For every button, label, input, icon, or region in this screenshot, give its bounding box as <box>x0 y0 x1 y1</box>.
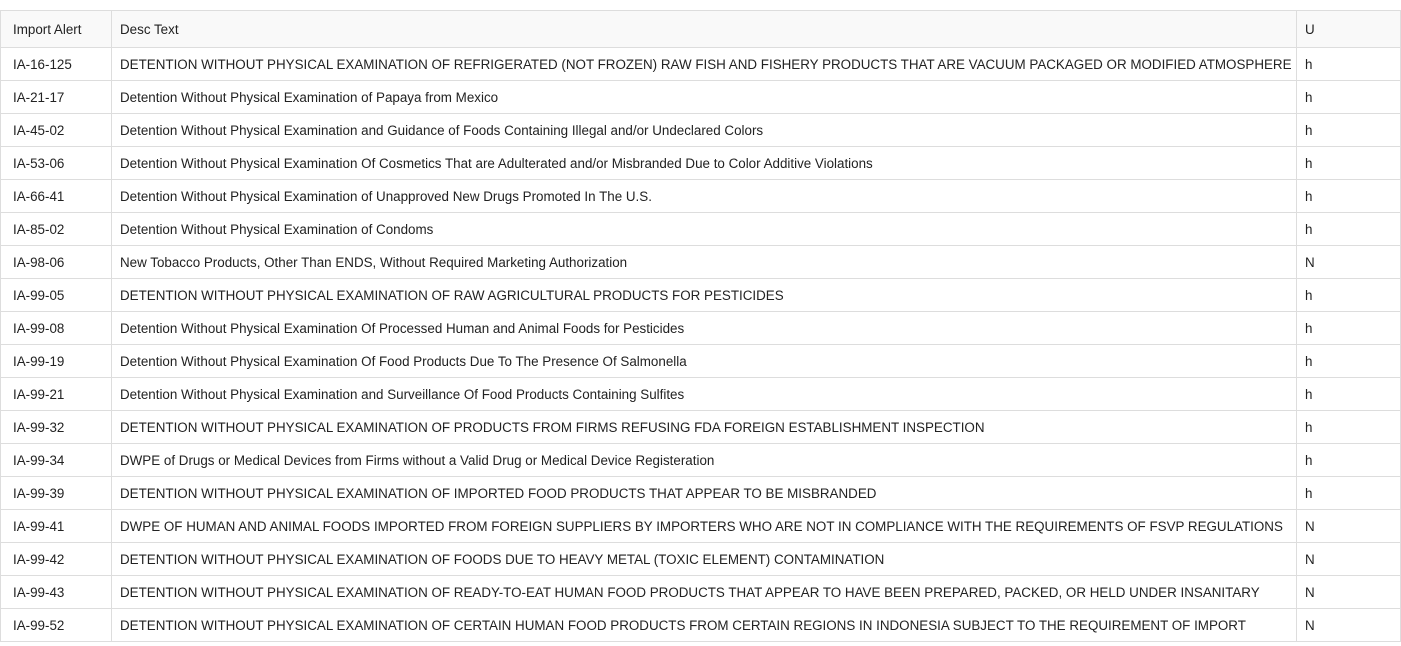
cell-import-alert: IA-99-41 <box>1 510 112 543</box>
cell-import-alert: IA-99-52 <box>1 609 112 642</box>
cell-third-column: h <box>1297 378 1401 411</box>
cell-third-column: h <box>1297 345 1401 378</box>
cell-desc-text: DETENTION WITHOUT PHYSICAL EXAMINATION OF REFRIGERATED (NOT FROZEN) RAW FISH AND FISHERY PRODUCTS THAT ARE VACUUM PACKAGED OR MODIFIED ATMOSPHERE <box>112 48 1297 81</box>
cell-desc-text: New Tobacco Products, Other Than ENDS, Without Required Marketing Authorization <box>112 246 1297 279</box>
table-row[interactable] <box>1 147 1401 180</box>
cell-import-alert: IA-53-06 <box>1 147 112 180</box>
cell-third-column: h <box>1297 279 1401 312</box>
table-body <box>1 48 1401 642</box>
table-row[interactable] <box>1 213 1401 246</box>
table-row[interactable] <box>1 411 1401 444</box>
cell-desc-text: DETENTION WITHOUT PHYSICAL EXAMINATION OF RAW AGRICULTURAL PRODUCTS FOR PESTICIDES <box>112 279 1297 312</box>
import-alerts-table-viewport[interactable] <box>0 10 1315 646</box>
cell-desc-text: Detention Without Physical Examination Of Food Products Due To The Presence Of Salmonella <box>112 345 1297 378</box>
cell-third-column: h <box>1297 48 1401 81</box>
table-row[interactable] <box>1 345 1401 378</box>
column-header-import-alert[interactable]: Import Alert <box>1 11 112 48</box>
table-row[interactable] <box>1 114 1401 147</box>
cell-import-alert: IA-16-125 <box>1 48 112 81</box>
cell-desc-text: Detention Without Physical Examination and Surveillance Of Food Products Containing Sulfites <box>112 378 1297 411</box>
cell-third-column: h <box>1297 180 1401 213</box>
cell-desc-text: DETENTION WITHOUT PHYSICAL EXAMINATION OF CERTAIN HUMAN FOOD PRODUCTS FROM CERTAIN REGIONS IN INDONESIA SUBJECT TO THE REQUIREMENT OF IMPORT <box>112 609 1297 642</box>
cell-desc-text: Detention Without Physical Examination of Condoms <box>112 213 1297 246</box>
cell-third-column: N <box>1297 543 1401 576</box>
cell-desc-text: DWPE of Drugs or Medical Devices from Firms without a Valid Drug or Medical Device Registeration <box>112 444 1297 477</box>
table-row[interactable] <box>1 609 1401 642</box>
cell-third-column: N <box>1297 510 1401 543</box>
cell-desc-text: DWPE OF HUMAN AND ANIMAL FOODS IMPORTED FROM FOREIGN SUPPLIERS BY IMPORTERS WHO ARE NOT IN COMPLIANCE WITH THE REQUIREMENTS OF FSVP REGULATIONS <box>112 510 1297 543</box>
cell-third-column: h <box>1297 147 1401 180</box>
cell-third-column: h <box>1297 312 1401 345</box>
cell-third-column: N <box>1297 246 1401 279</box>
table-row[interactable] <box>1 48 1401 81</box>
cell-import-alert: IA-99-08 <box>1 312 112 345</box>
cell-desc-text: DETENTION WITHOUT PHYSICAL EXAMINATION OF READY-TO-EAT HUMAN FOOD PRODUCTS THAT APPEAR TO HAVE BEEN PREPARED, PACKED, OR HELD UNDER INSANITARY <box>112 576 1297 609</box>
cell-import-alert: IA-99-34 <box>1 444 112 477</box>
cell-import-alert: IA-66-41 <box>1 180 112 213</box>
table-row[interactable] <box>1 576 1401 609</box>
cell-desc-text: Detention Without Physical Examination and Guidance of Foods Containing Illegal and/or Undeclared Colors <box>112 114 1297 147</box>
column-header-desc-text[interactable]: Desc Text <box>112 11 1297 48</box>
cell-desc-text: Detention Without Physical Examination Of Cosmetics That are Adulterated and/or Misbranded Due to Color Additive Violations <box>112 147 1297 180</box>
cell-desc-text: Detention Without Physical Examination of Unapproved New Drugs Promoted In The U.S. <box>112 180 1297 213</box>
cell-third-column: N <box>1297 609 1401 642</box>
cell-third-column: h <box>1297 114 1401 147</box>
cell-import-alert: IA-99-32 <box>1 411 112 444</box>
cell-import-alert: IA-99-43 <box>1 576 112 609</box>
cell-import-alert: IA-21-17 <box>1 81 112 114</box>
table-row[interactable] <box>1 246 1401 279</box>
cell-desc-text: DETENTION WITHOUT PHYSICAL EXAMINATION OF PRODUCTS FROM FIRMS REFUSING FDA FOREIGN ESTABLISHMENT INSPECTION <box>112 411 1297 444</box>
cell-import-alert: IA-85-02 <box>1 213 112 246</box>
table-row[interactable] <box>1 477 1401 510</box>
cell-third-column: N <box>1297 576 1401 609</box>
table-row[interactable] <box>1 312 1401 345</box>
cell-third-column: h <box>1297 213 1401 246</box>
cell-import-alert: IA-99-21 <box>1 378 112 411</box>
cell-desc-text: Detention Without Physical Examination Of Processed Human and Animal Foods for Pesticides <box>112 312 1297 345</box>
cell-desc-text: DETENTION WITHOUT PHYSICAL EXAMINATION OF FOODS DUE TO HEAVY METAL (TOXIC ELEMENT) CONTAMINATION <box>112 543 1297 576</box>
table-row[interactable] <box>1 543 1401 576</box>
cell-third-column: h <box>1297 444 1401 477</box>
cell-import-alert: IA-99-05 <box>1 279 112 312</box>
cell-import-alert: IA-98-06 <box>1 246 112 279</box>
cell-third-column: h <box>1297 477 1401 510</box>
import-alerts-table <box>0 10 1401 642</box>
cell-import-alert: IA-45-02 <box>1 114 112 147</box>
cell-third-column: h <box>1297 411 1401 444</box>
cell-import-alert: IA-99-19 <box>1 345 112 378</box>
cell-import-alert: IA-99-42 <box>1 543 112 576</box>
table-row[interactable] <box>1 279 1401 312</box>
cell-desc-text: Detention Without Physical Examination of Papaya from Mexico <box>112 81 1297 114</box>
header-row <box>1 11 1401 48</box>
table-row[interactable] <box>1 180 1401 213</box>
cell-desc-text: DETENTION WITHOUT PHYSICAL EXAMINATION OF IMPORTED FOOD PRODUCTS THAT APPEAR TO BE MISBRANDED <box>112 477 1297 510</box>
table-header <box>1 11 1401 48</box>
table-row[interactable] <box>1 510 1401 543</box>
column-header-third[interactable]: U <box>1297 11 1401 48</box>
table-row[interactable] <box>1 81 1401 114</box>
cell-import-alert: IA-99-39 <box>1 477 112 510</box>
cell-third-column: h <box>1297 81 1401 114</box>
table-row[interactable] <box>1 378 1401 411</box>
table-row[interactable] <box>1 444 1401 477</box>
